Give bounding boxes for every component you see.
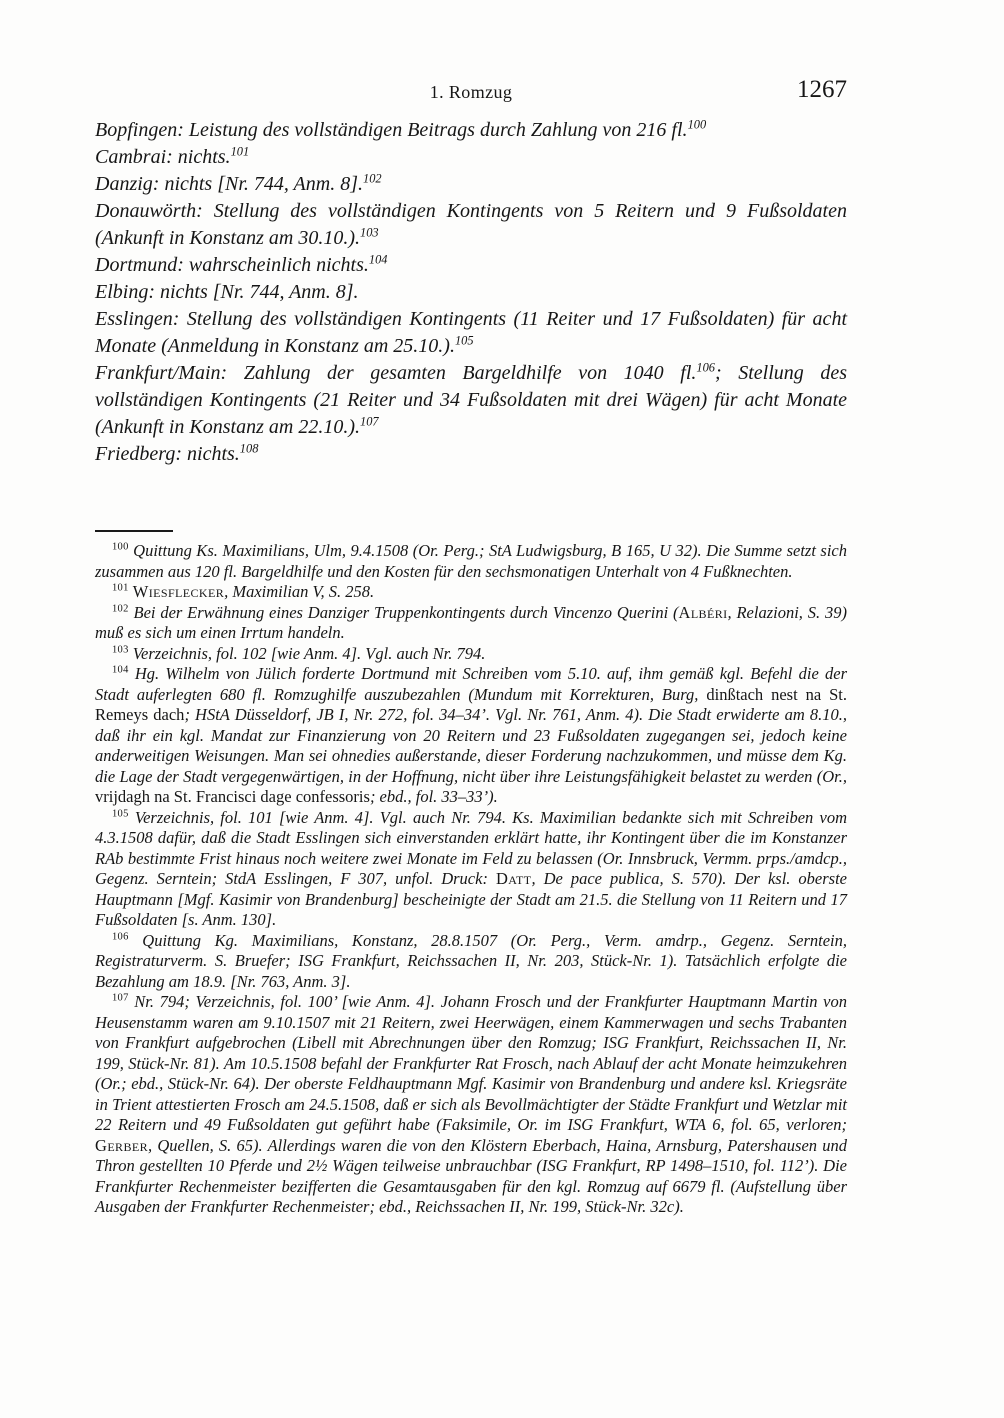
text-segment: dinßtach nest na St. Remeys dach — [95, 684, 847, 724]
entry-frankfurt — [95, 360, 847, 441]
footnote-number: 101 — [112, 582, 129, 594]
text-segment: , Maximilian V, S. 258. — [224, 582, 375, 601]
text-segment: Esslingen: Stellung des vollständigen Kontingents (11 Reiter und 17 Fußsoldaten) für acht Monate (Anmeldung in Konstanz am 25.10.). — [95, 308, 847, 357]
running-header — [95, 76, 847, 108]
footnote-reference: 106 — [696, 360, 715, 375]
footnote-101 — [95, 582, 847, 603]
footnote-area — [95, 530, 847, 1218]
footnote-reference: 100 — [687, 117, 707, 132]
footnote-reference: 108 — [239, 441, 259, 456]
footnote-104 — [95, 664, 847, 808]
footnote-number: 104 — [112, 664, 129, 676]
text-segment: Bopfingen: Leistung des vollständigen Beitrags durch Zahlung von 216 fl. — [95, 119, 688, 141]
text-segment: Quittung Ks. Maximilians, Ulm, 9.4.1508 (Or. Perg.; StA Ludwigsburg, B 165, U 32). Die Summe setzt sich zusammen aus 120 fl. Bargeldhilfe und den Kosten für den sechsmonatigen Unterhalt von 4 Fußknechten. — [95, 541, 847, 581]
text-segment: Danzig: nichts [Nr. 744, Anm. 8]. — [95, 173, 363, 195]
footnote-number: 107 — [112, 992, 129, 1004]
entry-esslingen — [95, 306, 847, 360]
footnote-reference: 104 — [368, 252, 388, 267]
footnote-number: 103 — [112, 644, 129, 655]
footnote-number: 100 — [112, 541, 129, 553]
text-segment: Verzeichnis, fol. 101 [wie Anm. 4]. Vgl. auch Nr. 794. Ks. Maximilian bedankte sich mit Schreiben vom 4.3.1508 dafür, daß die Stadt Esslingen sich einverstanden erklärt hatte, ihr Kontingent über die im Konstanzer RAb bestimmte Frist hinaus noch weitere zwei Monate im Feld zu belassen (Or. Innsbruck, Vermm. prps./amdcp., Gegenz. Serntein; StdA Esslingen, F 307, unfol. Druck: — [95, 807, 847, 888]
footnote-number: 106 — [112, 931, 129, 942]
text-segment: Gerber — [95, 1135, 148, 1155]
text-segment: Hg. Wilhelm von Jülich forderte Dortmund mit Schreiben vom 5.10. auf, ihm gemäß kgl. Befehl die der Stadt auferlegten 680 fl. Romzughilfe auszubezahlen (Mundum mit Korrekturen, Burg, — [95, 664, 847, 704]
text-segment: Bei der Erwähnung eines Danziger Truppenkontingents durch Vincenzo Querini ( — [128, 602, 679, 622]
text-segment: Friedberg: nichts. — [95, 443, 240, 465]
footnote-reference: 102 — [363, 171, 382, 186]
entry-friedberg — [95, 441, 847, 468]
text-segment: Nr. 794; Verzeichnis, fol. 100’ [wie Anm. 4]. Johann Frosch und der Frankfurter Hauptmann Martin von Heusenstamm waren am 9.10.1507 mit 21 Reitern, zwei Heerwägen, einem Kammerwagen und sechs Trabanten von Frankfurt aufgebrochen (Libell mit Abrechnungen über den Romzug; ISG Frankfurt, Reichssachen II, Nr. 199, Stück-Nr. 81). Am 10.5.1508 befahl der Frankfurter Rat Frosch, nach Ablauf der acht Monate heimzukehren (Or.; ebd., Stück-Nr. 64). Der oberste Feldhauptmann Mgf. Kasimir von Brandenburg und andere ksl. Kriegsräte in Trient attestierten Frosch am 24.5.1508, daß er sich als Bevollmächtigter der Städte Frankfurt und Wetzlar mit 22 Reitern und 49 Fußsoldaten gut geführt habe (Faksimile, Or. im ISG Frankfurt, WTA 6, fol. 65, verloren; — [95, 992, 847, 1134]
footnote-number: 102 — [112, 603, 129, 614]
entry-danzig — [95, 171, 847, 198]
text-segment: Donauwörth: Stellung des vollständigen Kontingents von 5 Reitern und 9 Fußsoldaten (Ankunft in Konstanz am 30.10.). — [95, 200, 847, 249]
footnote-103 — [95, 644, 847, 665]
footnote-106 — [95, 931, 847, 993]
running-head-title: 1. Romzug — [429, 82, 513, 102]
text-segment: ; ebd., fol. 33–33’). — [369, 787, 498, 806]
entry-dortmund — [95, 252, 847, 279]
entry-cambrai — [95, 144, 847, 171]
entry-elbing — [95, 279, 847, 306]
main-text-block — [95, 117, 847, 468]
text-segment: Dortmund: wahrscheinlich nichts. — [95, 254, 369, 276]
footnote-100 — [95, 541, 847, 582]
footnote-separator — [95, 530, 173, 532]
text-segment: Wiesflecker — [132, 582, 225, 601]
footnote-reference: 107 — [360, 414, 379, 429]
text-segment: Cambrai: nichts. — [95, 146, 231, 168]
footnote-107 — [95, 992, 847, 1218]
text-segment: ; HStA Düsseldorf, JB I, Nr. 272, fol. 34–34’. Vgl. Nr. 761, Anm. 4). Die Stadt erwiderte am 8.10., daß ihr ein kgl. Mandat zur Finanzierung von 20 Reitern und 23 Fußsoldaten zugegangen sei, jedoch keine anderweitigen Weisungen. Man sei ohnedies außerstande, dieser Forderung nachzukommen, und müsse dem Kg. die Lage der Stadt vergegenwärtigen, in der Hoffnung, nicht über ihre Leistungsfähigkeit belastet zu werden (Or., — [95, 705, 848, 786]
text-segment: , Quellen, S. 65). Allerdings waren die von den Klöstern Eberbach, Haina, Arnsburg, Patershausen und Thron gestellten 10 Pferde und 2½ Wägen teilweise unbrauchbar (ISG Frankfurt, RP 1498–1510, fol. 112’). Die Frankfurter Rechenmeister bezifferten die Gesamtausgaben für den kgl. Romzug auf 6679 fl. (Aufstellung über Ausgaben der Frankfurter Rechenmeister; ebd., Reichssachen II, Nr. 199, Stück-Nr. 32c). — [95, 1135, 847, 1216]
entry-donauwoerth — [95, 198, 847, 252]
text-segment: , Relazioni, S. 39) muß es sich um einen Irrtum handeln. — [95, 602, 847, 642]
text-segment: Verzeichnis, fol. 102 [wie Anm. 4]. Vgl. auch Nr. 794. — [128, 643, 486, 663]
text-segment: , De pace publica, S. 570). Der ksl. oberste Hauptmann [Mgf. Kasimir von Brandenburg] bescheinigte der Stadt am 21.5. die Stellung von 11 Reitern und 17 Fußsoldaten [s. Anm. 130]. — [95, 869, 847, 929]
text-segment: Quittung Kg. Maximilians, Konstanz, 28.8.1507 (Or. Perg., Verm. amdrp., Gegenz. Serntein, Registraturverm. S. Bruefer; ISG Frankfurt, Reichssachen II, Nr. 203, Stück-Nr. 1). Tatsächlich erfolgte die Bezahlung am 18.9. [Nr. 763, Anm. 3]. — [95, 930, 847, 991]
text-segment: Elbing: nichts [Nr. 744, Anm. 8]. — [95, 281, 359, 303]
footnote-105 — [95, 808, 847, 931]
footnote-number: 105 — [112, 808, 129, 819]
footnotes-block — [95, 541, 847, 1218]
footnote-102 — [95, 603, 847, 644]
text-segment: Datt — [495, 869, 532, 888]
page-number: 1267 — [797, 76, 847, 103]
text-segment: Albéri — [678, 602, 728, 622]
entry-bopfingen — [95, 117, 847, 144]
footnote-reference: 105 — [454, 333, 474, 348]
text-segment: Frankfurt/Main: Zahlung der gesamten Bargeldhilfe von 1040 fl. — [95, 362, 697, 384]
text-segment: vrijdagh na St. Francisci dage confessoris — [95, 787, 370, 806]
footnote-reference: 101 — [230, 144, 250, 159]
text-segment: ; Stellung des vollständigen Kontingents (21 Reiter und 34 Fußsoldaten mit drei Wägen) für acht Monate (Ankunft in Konstanz am 22.10.). — [95, 362, 847, 438]
footnote-reference: 103 — [360, 225, 379, 240]
